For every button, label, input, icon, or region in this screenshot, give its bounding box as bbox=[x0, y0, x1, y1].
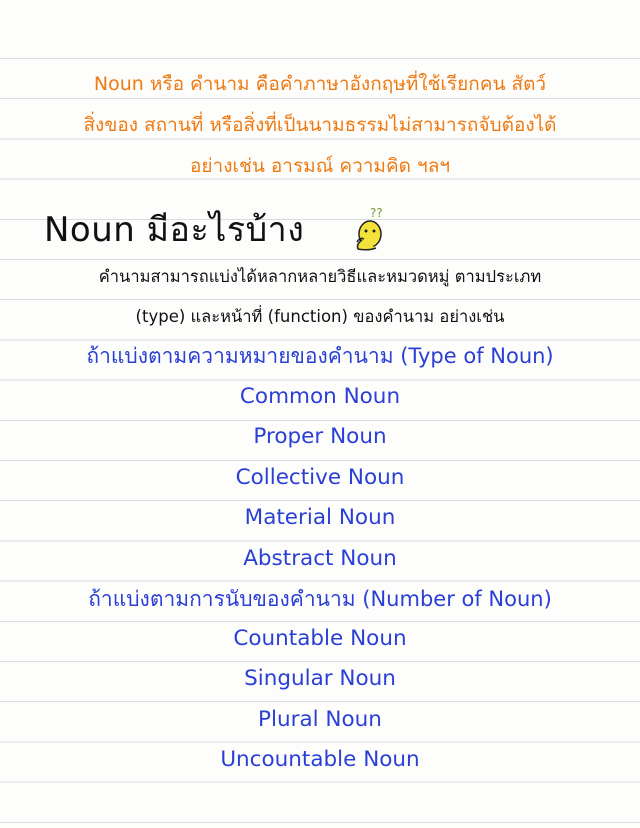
intro-line: อย่างเช่น อารมณ์ ความคิด ฯลฯ bbox=[189, 155, 451, 177]
list-item: Uncountable Noun bbox=[220, 747, 420, 773]
intro-paragraph bbox=[30, 64, 610, 187]
list-item: Countable Noun bbox=[233, 626, 407, 651]
intro-line: สิ่งของ สถานที่ หรือสิ่งที่เป็นนามธรรมไม่สามารถจับต้องได้ bbox=[83, 114, 557, 136]
list-item: Proper Noun bbox=[253, 424, 387, 450]
list-item: Material Noun bbox=[244, 505, 396, 531]
description-line: (type) และหน้าที่ (function) ของคำนาม อย่างเช่น bbox=[135, 307, 505, 326]
type-of-noun-title: ถ้าแบ่งตามความหมายของคำนาม (Type of Noun) bbox=[86, 344, 554, 368]
number-of-noun-list bbox=[0, 619, 640, 781]
list-item: Abstract Noun bbox=[243, 545, 397, 571]
list-item: Plural Noun bbox=[258, 706, 382, 732]
list-item: Collective Noun bbox=[235, 464, 405, 490]
svg-text:??: ?? bbox=[370, 206, 383, 220]
list-item: Singular Noun bbox=[244, 666, 396, 692]
thinking-figure-icon bbox=[348, 204, 388, 252]
page-heading: Noun มีอะไรบ้าง bbox=[44, 210, 305, 250]
number-of-noun-title: ถ้าแบ่งตามการนับของคำนาม (Number of Noun) bbox=[88, 587, 552, 611]
description-line: คำนามสามารถแบ่งได้หลากหลายวิธีและหมวดหมู่ ตามประเภท bbox=[98, 267, 542, 286]
list-item: Common Noun bbox=[239, 384, 401, 409]
description-paragraph bbox=[20, 257, 620, 337]
type-of-noun-list bbox=[0, 377, 640, 579]
intro-line: Noun หรือ คำนาม คือคำภาษาอังกฤษที่ใช้เรียกคน สัตว์ bbox=[93, 73, 547, 95]
